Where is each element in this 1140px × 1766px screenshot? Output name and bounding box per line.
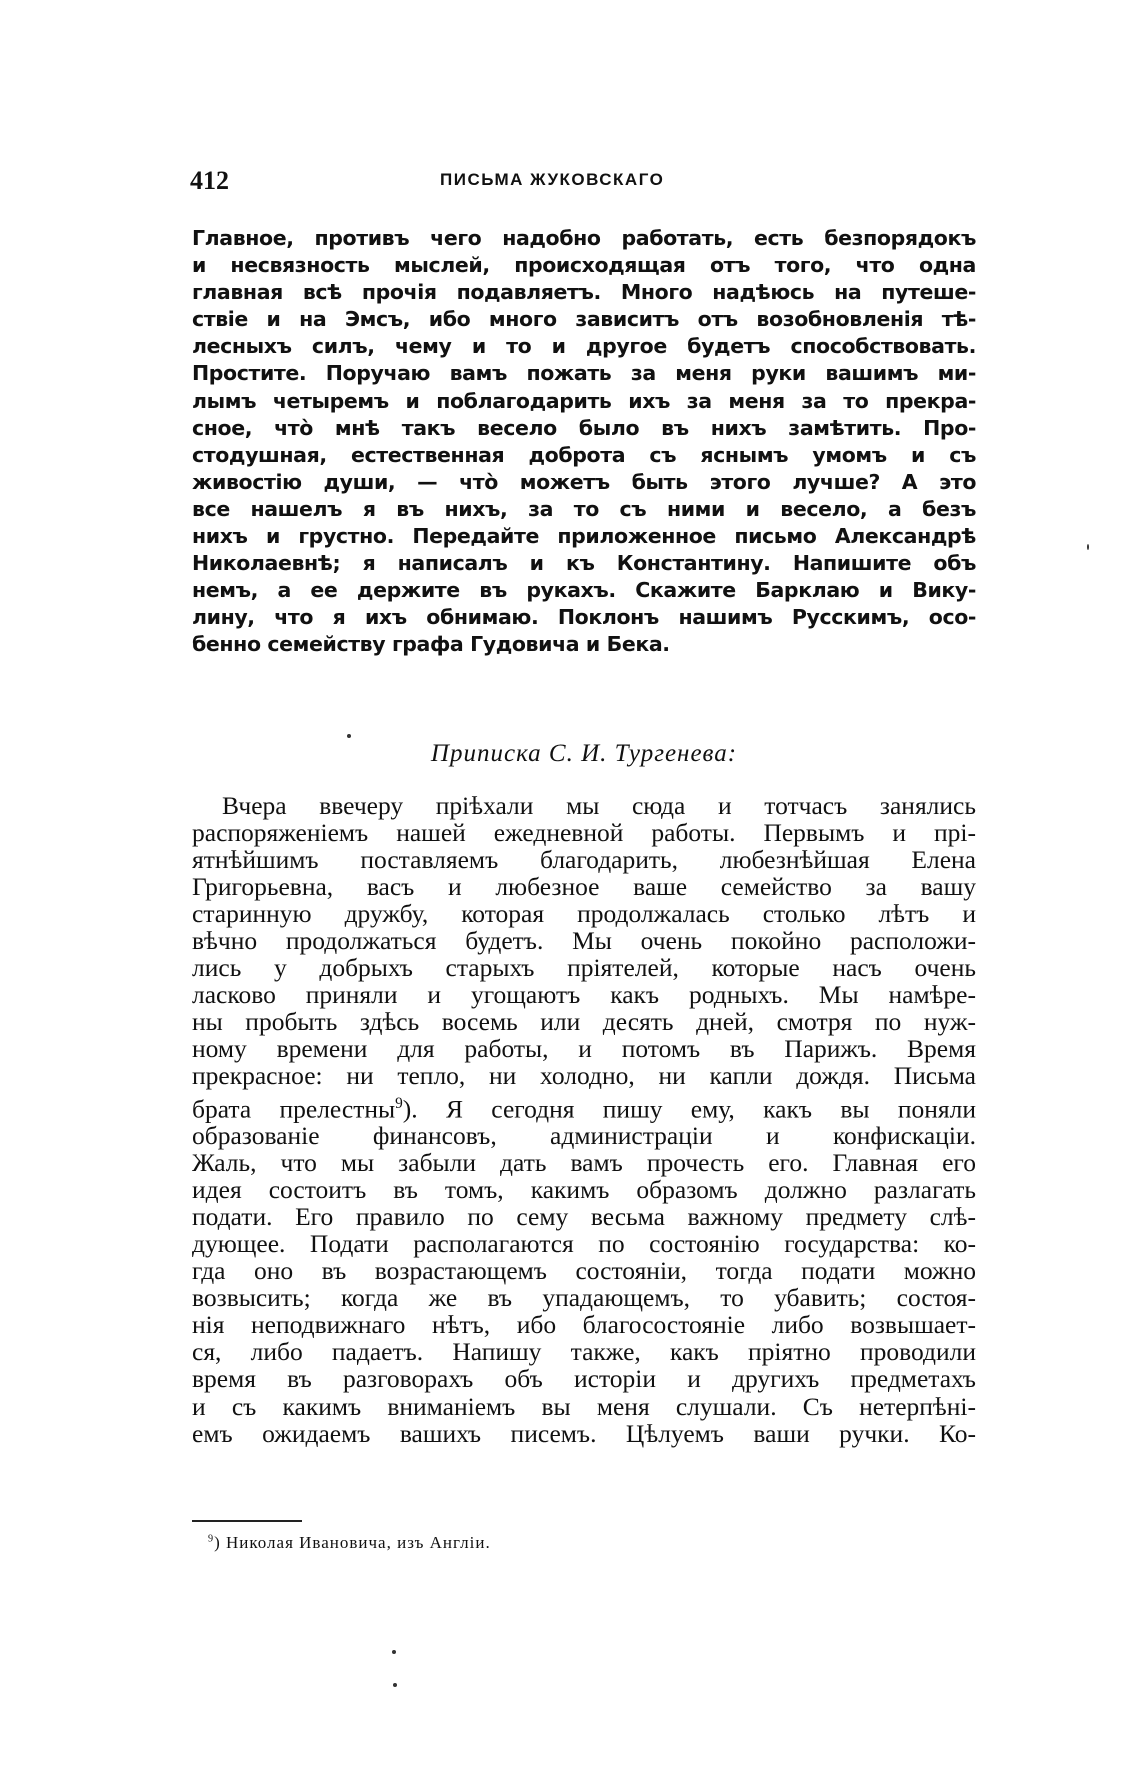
text-line: сное, что̀ мнѣ такъ весело было въ нихъ замѣтить. Про- — [192, 415, 976, 440]
footnote-marker: 9 — [208, 1533, 215, 1545]
text-line: все нашелъ я въ нихъ, за то съ ними и весело, а безъ — [192, 496, 976, 521]
postscript-body — [192, 792, 976, 1447]
text-line: вѣчно продолжаться будетъ. Мы очень покойно расположи- — [192, 926, 976, 956]
text-line: живостію души, — что̀ можетъ быть этого лучше? А это — [192, 469, 976, 494]
text-fragment: брата прелестны — [192, 1094, 396, 1124]
text-line: подати. Его правило по сему весьма важному предмету слѣ- — [192, 1202, 976, 1232]
letter-body — [192, 225, 976, 659]
text-line: Николаевнѣ; я написалъ и къ Константину. Напишите объ — [192, 551, 976, 576]
text-line: бенно семейству графа Гудовича и Бека. — [192, 632, 670, 657]
text-fragment: ). Я сегодня пишу ему, какъ вы поняли — [402, 1094, 976, 1124]
text-line: гда оно въ возрастающемъ состояніи, тогда подати можно — [192, 1256, 976, 1286]
text-line: прекрасное: ни тепло, ни холодно, ни капли дождя. Письма — [192, 1061, 976, 1091]
footnote — [208, 1533, 491, 1553]
text-line: главная всѣ прочія подавляетъ. Много надѣюсь на путеше- — [192, 280, 976, 305]
text-line: нихъ и грустно. Передайте приложенное письмо Александрѣ — [192, 524, 976, 549]
print-speck — [392, 1650, 396, 1654]
text-line: и несвязность мыслей, происходящая отъ того, что одна — [192, 253, 976, 278]
text-line-with-footnote — [192, 1090, 976, 1123]
text-line: ласково приняли и угощаютъ какъ родныхъ. Мы намѣре- — [192, 980, 976, 1010]
text-line: лымъ четыремъ и поблагодарить ихъ за меня за то прекра- — [192, 388, 976, 413]
running-title: ПИСЬМА ЖУКОВСКАГО — [440, 170, 665, 189]
text-line: немъ, а ее держите въ рукахъ. Скажите Барклаю и Вику- — [192, 578, 976, 603]
text-line: образованіе финансовъ, администраціи и конфискаціи. — [192, 1121, 976, 1151]
text-line: емъ ожидаемъ вашихъ писемъ. Цѣлуемъ ваши ручки. Ко- — [192, 1418, 976, 1448]
text-line: возвысить; когда же въ упадающемъ, то убавить; состоя- — [192, 1283, 976, 1313]
print-speck — [347, 734, 351, 738]
footnote-divider — [192, 1520, 302, 1522]
text-line: лись у добрыхъ старыхъ пріятелей, которые насъ очень — [192, 953, 976, 983]
text-line: ны пробыть здѣсь восемь или десять дней, смотря по нуж- — [192, 1007, 976, 1037]
text-line: Григорьевна, васъ и любезное ваше семейство за вашу — [192, 872, 976, 902]
text-line: распоряженіемъ нашей ежедневной работы. Первымъ и прі- — [192, 818, 976, 848]
text-line: стодушная, естественная доброта съ яснымъ умомъ и съ — [192, 442, 976, 467]
page-number: 412 — [190, 166, 229, 195]
text-line: Вчера ввечеру пріѣхали мы сюда и тотчасъ занялись — [222, 791, 976, 820]
text-line: лину, что я ихъ обнимаю. Поклонъ нашимъ Русскимъ, осо- — [192, 605, 976, 630]
print-speck — [393, 1683, 397, 1687]
text-line: нія неподвижнаго нѣтъ, ибо благосостояніе либо возвышает- — [192, 1310, 976, 1340]
text-line: старинную дружбу, которая продолжалась столько лѣтъ и — [192, 899, 976, 929]
text-line: ятнѣйшимъ поставляемъ благодарить, любезнѣйшая Елена — [192, 845, 976, 875]
text-line: идея состоитъ въ томъ, какимъ образомъ должно разлагать — [192, 1175, 976, 1205]
text-line: дующее. Подати располагаются по состоянію государства: ко- — [192, 1229, 976, 1259]
text-line: Простите. Поручаю вамъ пожать за меня руки вашимъ ми- — [192, 361, 976, 386]
text-line: ся, либо падаетъ. Напишу также, какъ пріятно проводили — [192, 1337, 976, 1367]
text-line: ствіе и на Эмсъ, ибо много зависитъ отъ возобновленія тѣ- — [192, 307, 976, 332]
footnote-reference: 9 — [395, 1094, 403, 1112]
text-line: Жаль, что мы забыли дать вамъ прочесть его. Главная его — [192, 1148, 976, 1178]
text-line: лесныхъ силъ, чему и то и другое будетъ способствовать. — [192, 334, 976, 359]
text-line: и съ какимъ вниманіемъ вы меня слушали. Съ нетерпѣні- — [192, 1391, 976, 1421]
text-line: Главное, противъ чего надобно работать, есть безпорядокъ — [192, 226, 976, 250]
print-speck — [1087, 544, 1089, 550]
page-header — [190, 166, 980, 196]
text-line: ному времени для работы, и потомъ въ Парижъ. Время — [192, 1034, 976, 1064]
postscript-heading: Приписка С. И. Тургенева: — [430, 740, 738, 767]
footnote-text: ) Николая Ивановича, изъ Англіи. — [214, 1533, 491, 1552]
text-line: время въ разговорахъ объ исторіи и другихъ предметахъ — [192, 1364, 976, 1394]
